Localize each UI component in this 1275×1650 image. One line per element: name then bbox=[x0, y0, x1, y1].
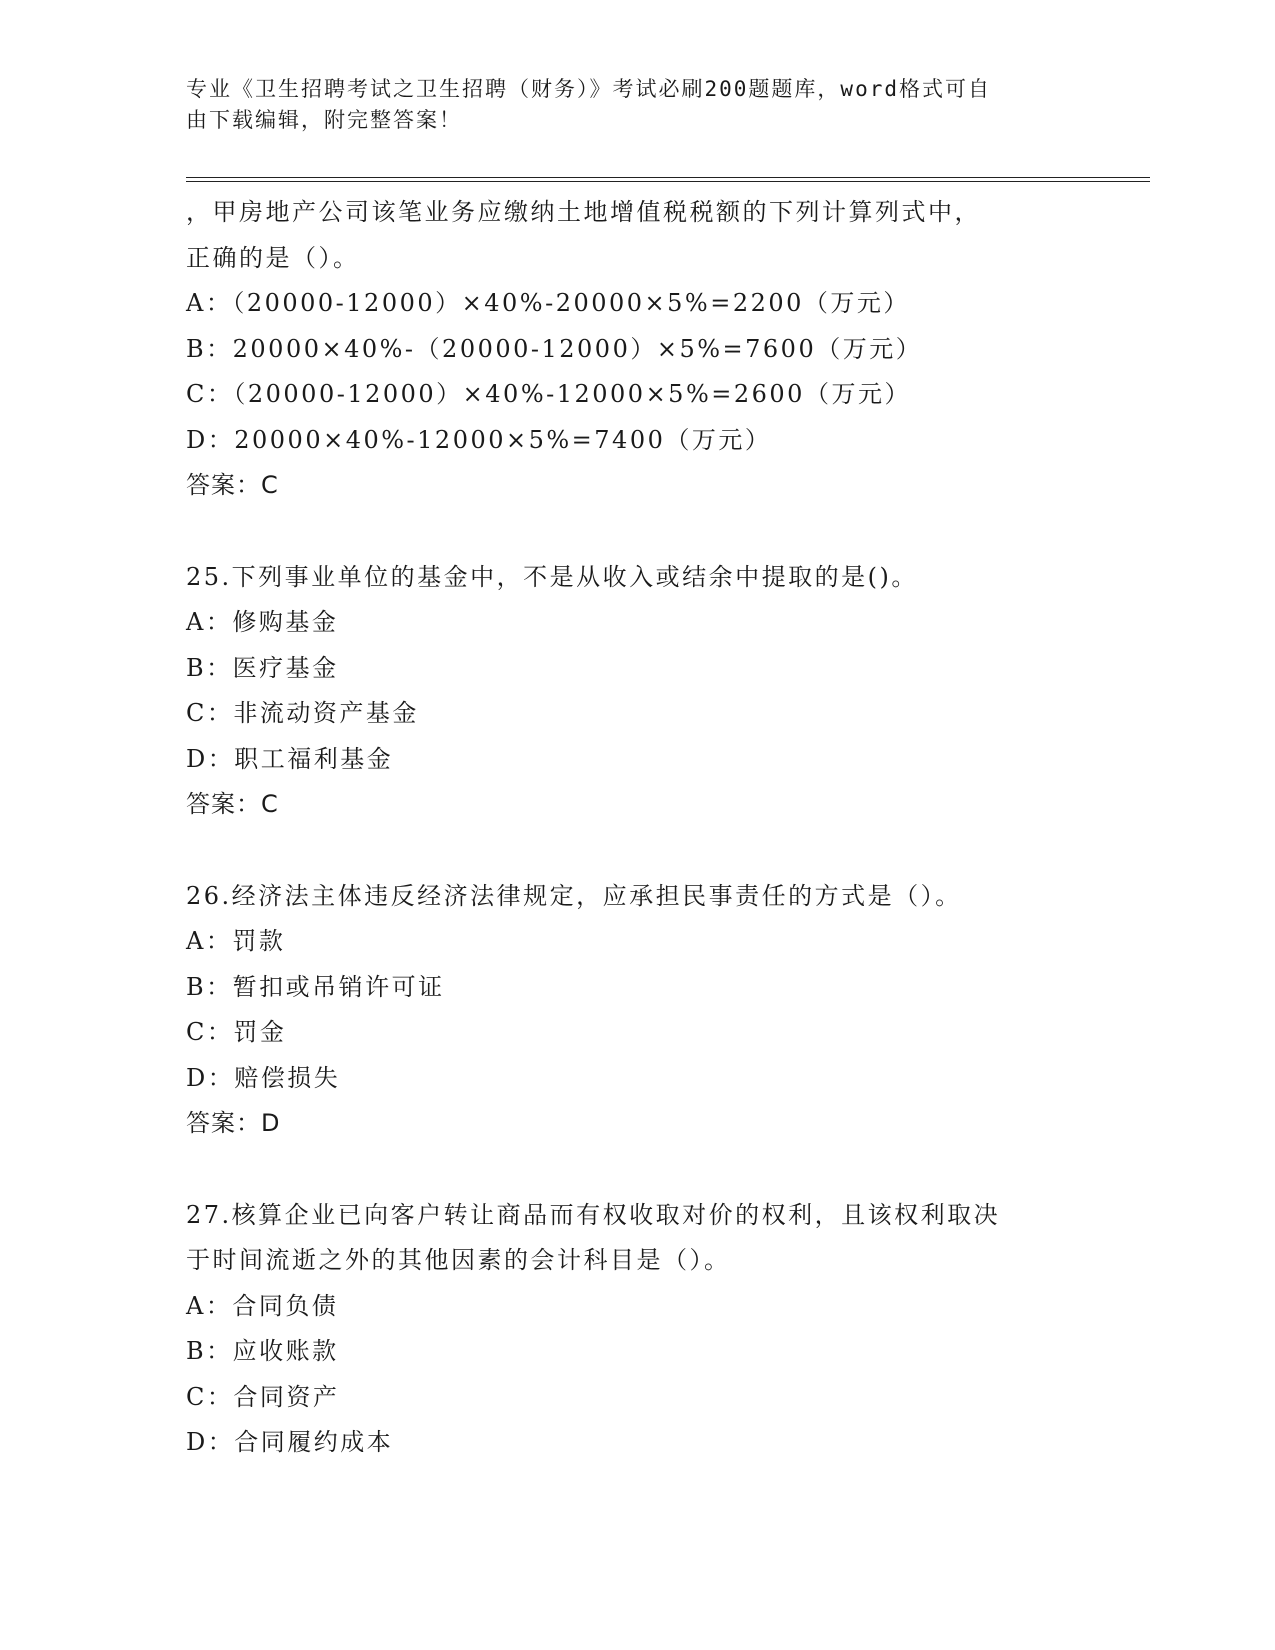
option-c: C：合同资产 bbox=[186, 1382, 340, 1411]
option-d: D：赔偿损失 bbox=[186, 1063, 341, 1092]
question-stem: 25.下列事业单位的基金中，不是从收入或结余中提取的是()。 bbox=[186, 562, 918, 591]
question-26 bbox=[186, 874, 1106, 1147]
question-stem-line-1: ，甲房地产公司该笔业务应缴纳土地增值税税额的下列计算列式中， bbox=[186, 198, 981, 226]
question-stem-line-1: 27.核算企业已向客户转让商品而有权收取对价的权利，且该权利取决 bbox=[186, 1200, 1001, 1229]
spacer bbox=[186, 1147, 1106, 1193]
answer: 答案：D bbox=[186, 1109, 281, 1137]
option-a: A：修购基金 bbox=[186, 608, 339, 636]
option-d: D：20000×40%-12000×5%=7400（万元） bbox=[186, 425, 772, 454]
option-c: C：非流动资产基金 bbox=[186, 699, 419, 727]
option-b: B：20000×40%-（20000-12000）×5%=7600（万元） bbox=[186, 334, 923, 363]
question-25 bbox=[186, 555, 1106, 828]
option-b: B：医疗基金 bbox=[186, 653, 339, 682]
header-divider-top bbox=[186, 177, 1150, 178]
document-header bbox=[186, 74, 1066, 136]
spacer bbox=[186, 509, 1106, 555]
header-line-1: 专业《卫生招聘考试之卫生招聘（财务）》考试必刷200题题库，word格式可自 bbox=[186, 77, 991, 101]
option-c: C：（20000-12000）×40%-12000×5%=2600（万元） bbox=[186, 380, 911, 408]
question-stem: 26.经济法主体违反经济法律规定，应承担民事责任的方式是（）。 bbox=[186, 881, 962, 910]
spacer bbox=[186, 828, 1106, 874]
option-c: C：罚金 bbox=[186, 1018, 287, 1046]
header-line-2: 由下载编辑，附完整答案！ bbox=[186, 108, 462, 132]
header-divider-bottom bbox=[186, 181, 1150, 182]
question-24 bbox=[186, 190, 1106, 509]
option-d: D：合同履约成本 bbox=[186, 1428, 394, 1456]
question-list bbox=[186, 190, 1106, 1466]
option-a: A：罚款 bbox=[186, 927, 286, 955]
option-b: B：暂扣或吊销许可证 bbox=[186, 972, 445, 1001]
answer: 答案：C bbox=[186, 471, 279, 499]
question-27 bbox=[186, 1193, 1106, 1466]
option-a: A：合同负债 bbox=[186, 1291, 339, 1320]
option-d: D：职工福利基金 bbox=[186, 744, 394, 773]
option-a: A：（20000-12000）×40%-20000×5%=2200（万元） bbox=[186, 289, 910, 317]
question-stem-line-2: 于时间流逝之外的其他因素的会计科目是（）。 bbox=[186, 1246, 731, 1274]
answer: 答案：C bbox=[186, 790, 279, 818]
option-b: B：应收账款 bbox=[186, 1337, 339, 1365]
question-stem-line-2: 正确的是（）。 bbox=[186, 243, 360, 272]
